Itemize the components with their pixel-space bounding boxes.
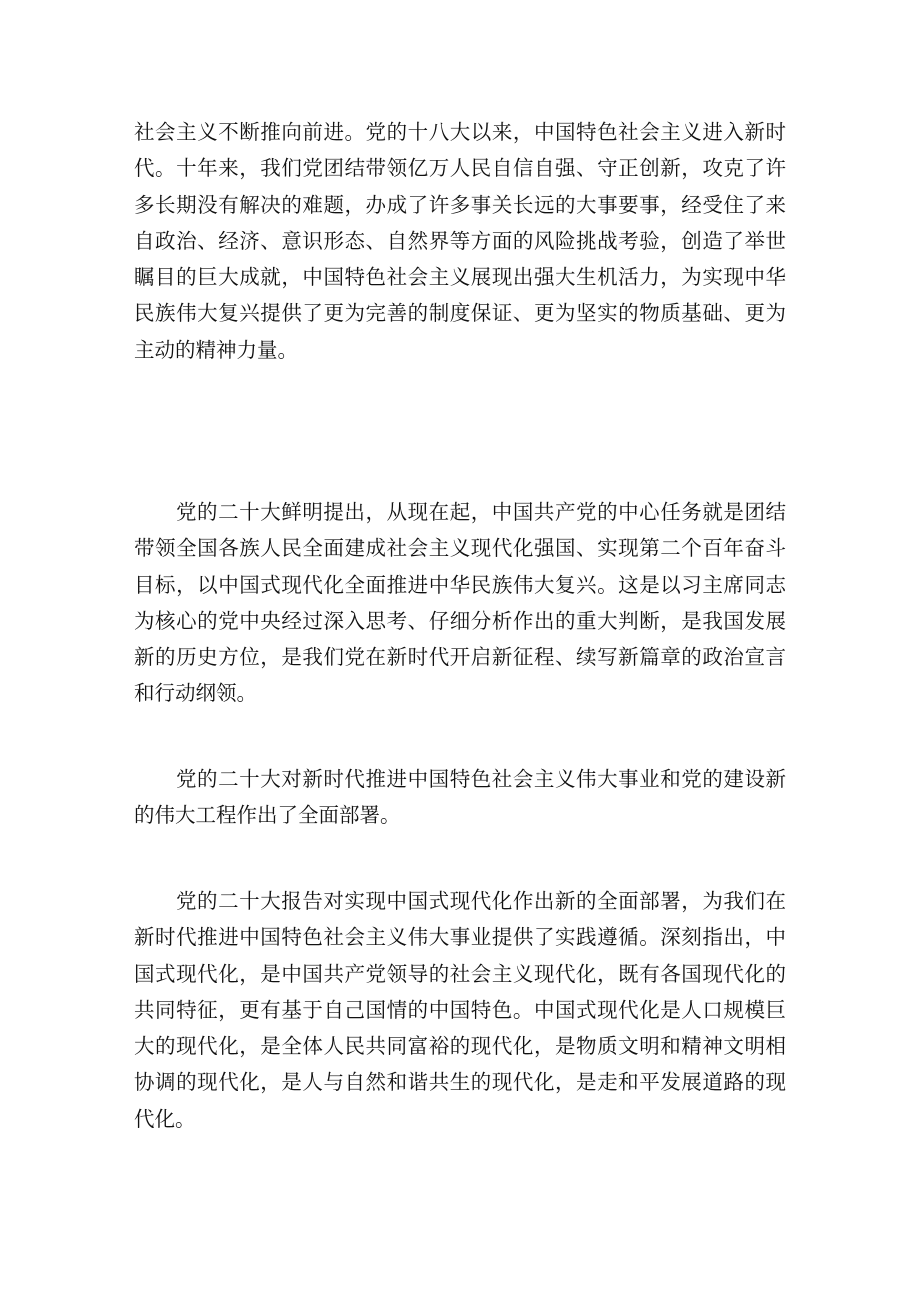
paragraph: 党的二十大对新时代推进中国特色社会主义伟大事业和党的建设新的伟大工程作出了全面部署。 xyxy=(134,767,786,828)
paragraph: 党的二十大报告对实现中国式现代化作出新的全面部署，为我们在新时代推进中国特色社会主义伟大事业提供了实践遵循。深刻指出，中国式现代化，是中国共产党领导的社会主义现代化，既有各国现代化的共同特征，更有基于自己国情的中国特色。中国式现代化是人口规模巨大的现代化，是全体人民共同富裕的现代化，是物质文明和精神文明相协调的现代化，是人与自然和谐共生的现代化，是走和平发展道路的现代化。 xyxy=(134,889,786,1131)
paragraph: 党的二十大鲜明提出，从现在起，中国共产党的中心任务就是团结带领全国各族人民全面建成社会主义现代化强国、实现第二个百年奋斗目标，以中国式现代化全面推进中华民族伟大复兴。这是以习主席同志为核心的党中央经过深入思考、仔细分析作出的重大判断，是我国发展新的历史方位，是我们党在新时代开启新征程、续写新篇章的政治宣言和行动纲领。 xyxy=(134,500,786,706)
paragraph-continued: 社会主义不断推向前进。党的十八大以来，中国特色社会主义进入新时代。十年来，我们党团结带领亿万人民自信自强、守正创新，攻克了许多长期没有解决的难题，办成了许多事关长远的大事要事，经受住了来自政治、经济、意识形态、自然界等方面的风险挑战考验，创造了举世瞩目的巨大成就，中国特色社会主义展现出强大生机活力，为实现中华民族伟大复兴提供了更为完善的制度保证、更为坚实的物质基础、更为主动的精神力量。 xyxy=(134,120,786,362)
